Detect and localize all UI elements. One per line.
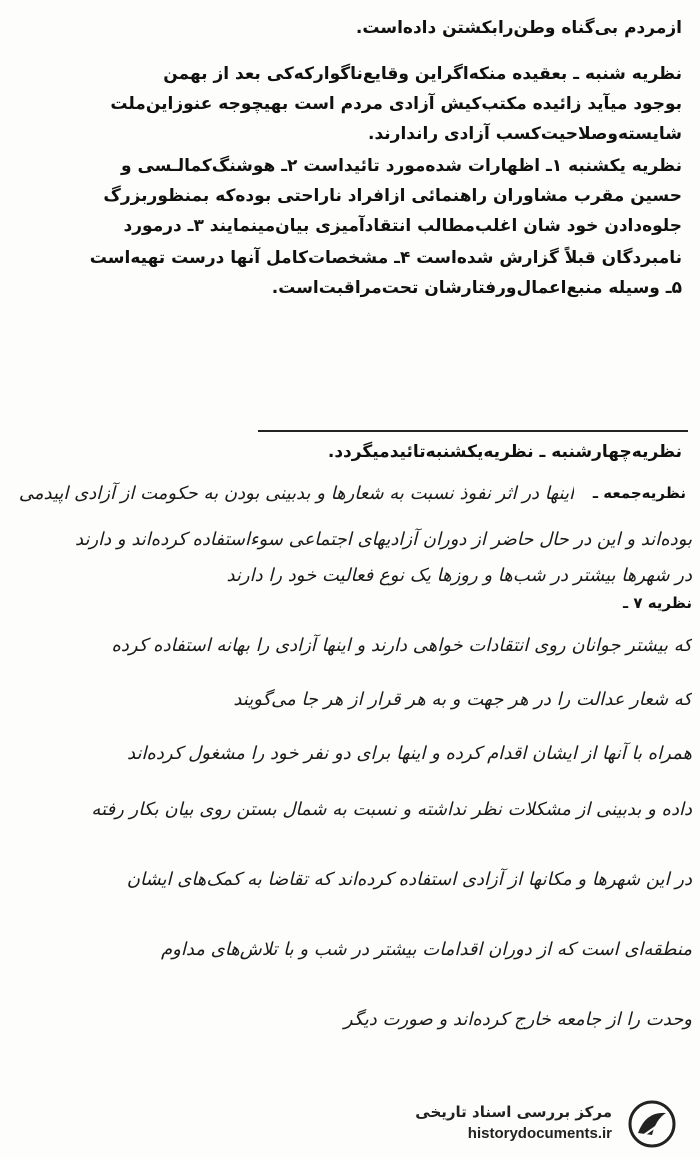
- watermark-url: historydocuments.ir: [467, 1125, 612, 1142]
- document-logo-icon: [622, 1099, 682, 1149]
- typed-line-4: شایسته‌وصلاحیت‌کسب آزادی راندارند.: [368, 124, 682, 144]
- friday-handwriting: اینها در اثر نفوذ نسبت به شعارها و بدبینی بودن به حکومت از آزادی اپیدمی: [18, 483, 574, 504]
- typed-line-2: نظریه شنبه ـ بعقیده منکه‌اگراین وقایع‌ناگوارکه‌کی بعد از بهمن: [163, 64, 682, 84]
- typed-line-5: نظریه یکشنبه ۱ـ اظهارات شده‌مورد تائیداست ۲ـ هوشنگ‌کمالـسی و: [120, 156, 682, 176]
- watermark-title: مرکز بررسی اسناد تاریخی: [415, 1103, 612, 1121]
- underline-rule: [258, 430, 688, 432]
- handwritten-line-6: داده و بدبینی از مشکلات نظر نداشته و نسبت به شمال بستن روی بیان بکار رفته: [91, 799, 692, 820]
- handwritten-line-7: در این شهرها و مکانها از آزادی استفاده کرده‌اند که تقاضا به کمک‌های ایشان: [126, 869, 692, 890]
- handwritten-line-1: بوده‌اند و این در حال حاضر از دوران آزادیهای اجتماعی سوءاستفاده کرده‌اند و دارند: [75, 529, 692, 550]
- handwritten-line-5: همراه با آنها از ایشان اقدام کرده و اینها برای دو نفر خود را مشغول کرده‌اند: [127, 743, 692, 764]
- watermark: [410, 1099, 690, 1149]
- typed-line-1: ازمردم بی‌گناه وطن‌رابکشتن داده‌است.: [355, 18, 682, 38]
- typed-line-7: جلوه‌دادن خود شان اغلب‌مطالب انتقادآمیزی بیان‌مینمایند ۳ـ درمورد: [123, 216, 682, 236]
- handwritten-line-8: منطقه‌ای است که از دوران اقدامات بیشتر در شب و با تلاش‌های مداوم: [161, 939, 692, 960]
- handwritten-line-2: در شهرها بیشتر در شب‌ها و روزها یک نوع فعالیت خود را دارند: [226, 565, 692, 586]
- handwritten-line-9: وحدت را از جامعه خارج کرده‌اند و صورت دیگر: [343, 1009, 692, 1030]
- handwritten-line-3: که بیشتر جوانان روی انتقادات خواهی دارند و اینها آزادی را بهانه استفاده کرده: [111, 635, 692, 656]
- typed-line-6: حسین مقرب مشاوران راهنمائی ازافراد ناراحتی بوده‌که بمنظوربزرگ: [103, 186, 682, 206]
- seven-label: نظریه ۷ ـ: [622, 594, 692, 612]
- mixed-line: نظریه‌چهارشنبه ـ نظریه‌یکشنبه‌تائیدمیگردد.: [327, 442, 682, 462]
- typed-line-8: نامبردگان قبلاً گزارش شده‌است ۴ـ مشخصات‌کامل آنها درست تهیه‌است: [89, 248, 682, 268]
- typed-line-3: بوجود میآید زائیده مکتب‌کیش آزادی مردم است بهیچوجه عنوزاین‌ملت: [110, 94, 682, 114]
- typed-line-9: ۵ـ وسیله منبع‌اعمال‌ورفتارشان تحت‌مراقبت‌است.: [271, 278, 682, 298]
- friday-label: نظریه‌جمعه ـ: [592, 484, 686, 502]
- handwritten-line-4: که شعار عدالت را در هر جهت و به هر قرار از هر جا می‌گویند: [233, 689, 692, 710]
